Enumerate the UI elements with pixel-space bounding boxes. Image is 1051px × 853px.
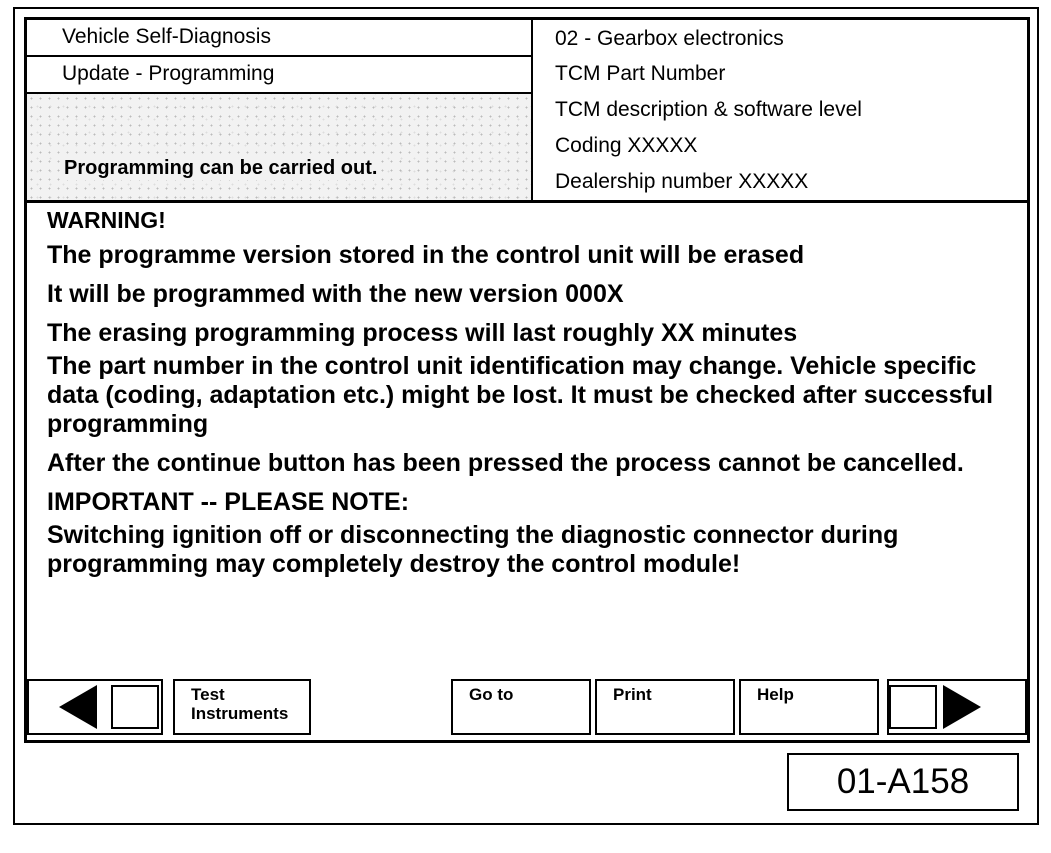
message-line-3: The erasing programming process will last roughly XX minutes [47,319,798,347]
header-divider [27,200,1027,203]
print-button[interactable] [595,679,735,735]
test-instruments-button[interactable] [173,679,311,735]
message-body [47,206,1007,579]
screen-subtitle: Update - Programming [27,57,531,94]
header-left-panel [27,20,533,200]
screen-title: Vehicle Self-Diagnosis [27,20,531,57]
forward-button[interactable] [887,679,1027,735]
message-line-4: The part number in the control unit identification may change. Vehicle specific data (coding, adaptation etc.) might be lost. It must be checked after successful programming [47,352,994,438]
status-area [27,94,531,200]
diagnostic-screen [24,17,1030,743]
back-button[interactable] [27,679,163,735]
message-line-5: After the continue button has been pressed the process cannot be cancelled. [47,449,964,477]
arrow-right-icon [943,685,981,729]
forward-button-inner [889,685,937,729]
back-button-inner [111,685,159,729]
dealership-label: Dealership number XXXXX [555,170,809,193]
test-instruments-label-line2: Instruments [191,704,289,723]
arrow-left-icon [59,685,97,729]
message-line-6: Switching ignition off or disconnecting the diagnostic connector during programming may completely destroy the control module! [47,521,899,578]
test-instruments-label-line1: Test [191,685,225,704]
message-line-2: It will be programmed with the new version 000X [47,280,624,308]
header-right-panel [533,20,1027,200]
part-number-label: TCM Part Number [555,62,726,85]
warning-heading: WARNING! [47,207,166,233]
help-button[interactable] [739,679,879,735]
print-label: Print [613,685,652,704]
help-label: Help [757,685,794,704]
goto-label: Go to [469,685,514,704]
important-heading: IMPORTANT -- PLEASE NOTE: [47,488,410,516]
module-name: 02 - Gearbox electronics [555,27,784,50]
status-message: Programming can be carried out. [64,157,378,179]
figure-code: 01-A158 [787,753,1019,811]
goto-button[interactable] [451,679,591,735]
coding-label: Coding XXXXX [555,134,698,157]
button-bar [27,675,1027,737]
message-line-1: The programme version stored in the control unit will be erased [47,241,805,269]
description-label: TCM description & software level [555,98,862,121]
